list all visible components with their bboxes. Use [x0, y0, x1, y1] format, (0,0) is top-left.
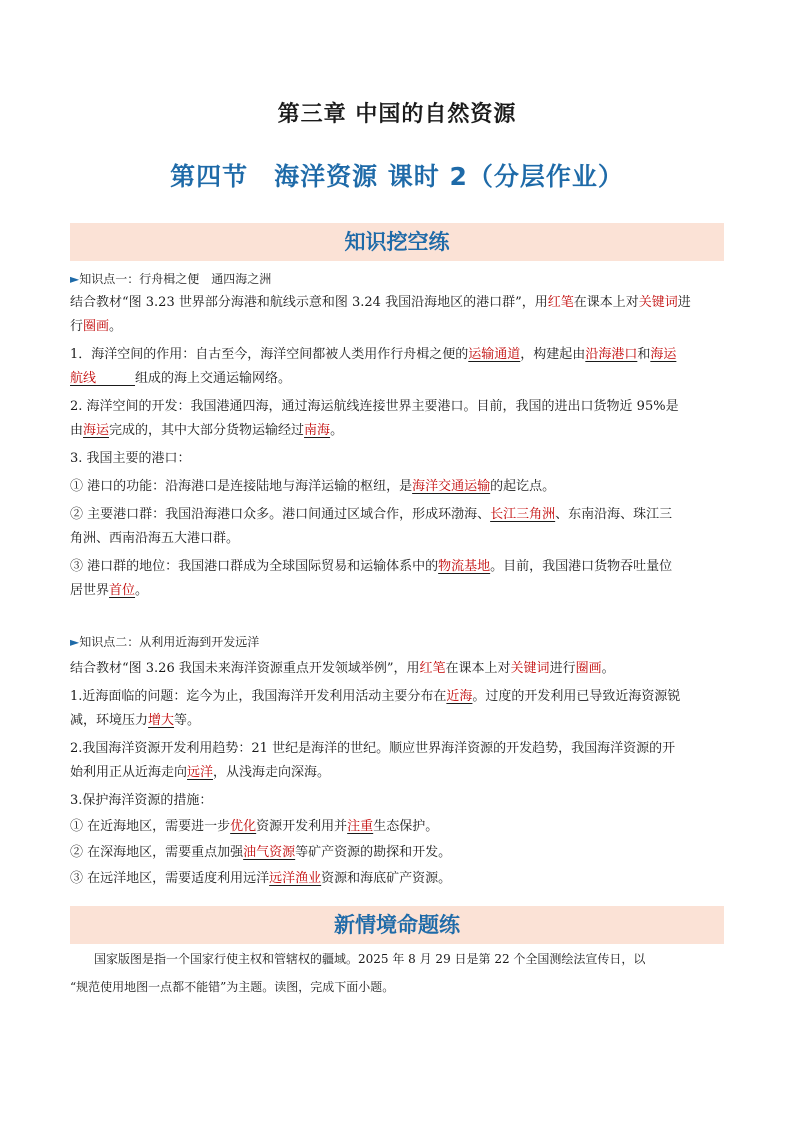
kp1-item3	[70, 447, 724, 471]
keyword-red: 圈画	[83, 319, 110, 334]
text: 角洲、西南沿海五大港口群。	[70, 531, 240, 546]
text: ，构建起由	[520, 347, 586, 362]
text: 由	[70, 423, 84, 438]
answer-blank: 增大	[148, 713, 175, 728]
text: 3. 我国主要的港口：	[70, 451, 191, 466]
kp1-circle3-line1	[70, 555, 724, 579]
kp2-item3	[70, 789, 724, 813]
text: 3.保护海洋资源的措施：	[70, 793, 213, 808]
text: 1.近海面临的问题：迄今为止，我国海洋开发利用活动主要分布在	[70, 689, 447, 704]
answer-blank	[70, 371, 135, 386]
answer-blank: 南海	[304, 423, 331, 438]
keyword-red: 关键词	[510, 661, 550, 676]
answer-blank: 海运	[650, 347, 677, 362]
kp2-circle3	[70, 867, 724, 891]
knowledge-point-2	[70, 630, 724, 891]
kp1-title: 知识点一：行舟楫之便 通四海之洲	[79, 272, 272, 286]
kp2-heading	[70, 630, 724, 654]
answer-blank: 油气资源	[243, 845, 296, 860]
answer-blank: 物流基地	[438, 559, 491, 574]
text: 进行	[549, 661, 576, 676]
answer-blank: 注重	[347, 819, 374, 834]
text: 组成的海上交通运输网络。	[135, 371, 292, 386]
keyword-red: 圈画	[575, 661, 602, 676]
kp2-intro	[70, 657, 724, 681]
answer-blank: 优化	[230, 819, 257, 834]
scenario-line1: 国家版图是指一个国家行使主权和管辖权的疆域。2025 年 8 月 29 日是第 22 个全国测绘法宣传日，以	[70, 952, 646, 966]
kp2-item2-line2	[70, 761, 724, 785]
text: 结合教材“图 3.23 世界部分海港和航线示意和图 3.24 我国沿海地区的港口群”，用	[70, 295, 548, 310]
triangle-icon: ►	[70, 635, 80, 649]
answer-blank: 运输通道	[468, 347, 521, 362]
text: ，从浅海走向深海。	[213, 765, 331, 780]
kp1-item1-line2	[70, 367, 724, 391]
keyword-red: 红笔	[419, 661, 446, 676]
text: 2. 海洋空间的开发：我国港通四海，通过海运航线连接世界主要港口。目前，我国的进出口货物近 95%是	[70, 399, 679, 414]
scenario-line2: “规范使用地图一点都不能错”为主题。读图，完成下面小题。	[70, 980, 395, 994]
text: 2.我国海洋资源开发利用趋势：21 世纪是海洋的世纪。顺应世界海洋资源的开发趋势，我国海洋资源的开	[70, 741, 676, 756]
kp1-item2-line1	[70, 395, 724, 419]
text: 减，环境压力	[70, 713, 149, 728]
answer-blank: 首位	[109, 583, 136, 598]
text: 、东南沿海、珠江三	[555, 507, 673, 522]
kp1-heading	[70, 267, 724, 291]
answer-blank: 远洋渔业	[269, 871, 322, 886]
text: 行	[70, 319, 84, 334]
text: ② 主要港口群：我国沿海港口众多。港口间通过区域合作，形成环渤海、	[70, 507, 491, 522]
text: 生态保护。	[373, 819, 439, 834]
text: 等矿产资源的勘探和开发。	[295, 845, 452, 860]
text: ② 在深海地区，需要重点加强	[70, 845, 244, 860]
text: 和	[637, 347, 651, 362]
kp2-item1-line2	[70, 709, 724, 733]
text: 居世界	[70, 583, 110, 598]
kp1-circle2-line2	[70, 527, 724, 551]
kp2-item2-line1	[70, 737, 724, 761]
text: ① 在近海地区，需要进一步	[70, 819, 231, 834]
chapter-title: 第三章 中国的自然资源	[277, 102, 517, 127]
kp2-circle2	[70, 841, 724, 865]
text: 等。	[174, 713, 201, 728]
text: ③ 在远洋地区，需要适度利用远洋	[70, 871, 270, 886]
text: ① 港口的功能：沿海港口是连接陆地与海洋运输的枢纽，是	[70, 479, 413, 494]
kp1-intro-line2	[70, 315, 724, 339]
text: 。	[601, 661, 615, 676]
knowledge-point-1	[70, 267, 724, 603]
kp1-item2-line2	[70, 419, 724, 443]
text: 。	[109, 319, 123, 334]
section-title: 第四节 海洋资源 课时 2（分层作业）	[170, 162, 624, 191]
answer-blank: 海运	[83, 423, 110, 438]
text: 1．海洋空间的作用：自古至今，海洋空间都被人类用作行舟楫之便的	[70, 347, 469, 362]
kp1-circle1	[70, 475, 724, 499]
kp1-intro-line1	[70, 291, 724, 315]
answer-blank: 近海	[446, 689, 473, 704]
text: 。目前，我国港口货物吞吐量位	[490, 559, 673, 574]
kp2-item1-line1	[70, 685, 724, 709]
text: 。过度的开发利用已导致近海资源锐	[472, 689, 681, 704]
scenario-paragraph	[70, 945, 724, 1001]
kp2-title: 知识点二：从利用近海到开发远洋	[79, 635, 260, 649]
text: 始利用正从近海走向	[70, 765, 188, 780]
banner-new-scenario: 新情境命题练	[70, 906, 724, 944]
keyword-red: 红笔	[547, 295, 574, 310]
text: 。	[135, 583, 149, 598]
keyword-red: 关键词	[638, 295, 678, 310]
kp1-circle3-line2	[70, 579, 724, 603]
answer-blank: 沿海港口	[585, 347, 638, 362]
triangle-icon: ►	[70, 272, 80, 286]
text: 进	[677, 295, 691, 310]
text: 在课本上对	[445, 661, 511, 676]
text: 的起讫点。	[490, 479, 556, 494]
text: ③ 港口群的地位：我国港口群成为全球国际贸易和运输体系中的	[70, 559, 439, 574]
text: 在课本上对	[573, 295, 639, 310]
kp2-circle1	[70, 815, 724, 839]
answer-blank: 海洋交通运输	[412, 479, 491, 494]
text: 航线	[70, 371, 97, 386]
text: 完成的，其中大部分货物运输经过	[109, 423, 305, 438]
banner-knowledge-fill: 知识挖空练	[70, 223, 724, 261]
text: 资源和海底矿产资源。	[321, 871, 452, 886]
answer-blank: 远洋	[187, 765, 214, 780]
kp1-item1-line1	[70, 343, 724, 367]
kp1-circle2-line1	[70, 503, 724, 527]
text: 资源开发利用并	[256, 819, 348, 834]
answer-blank: 长江三角洲	[490, 507, 556, 522]
text: 结合教材“图 3.26 我国未来海洋资源重点开发领域举例”，用	[70, 661, 420, 676]
text: 。	[330, 423, 344, 438]
